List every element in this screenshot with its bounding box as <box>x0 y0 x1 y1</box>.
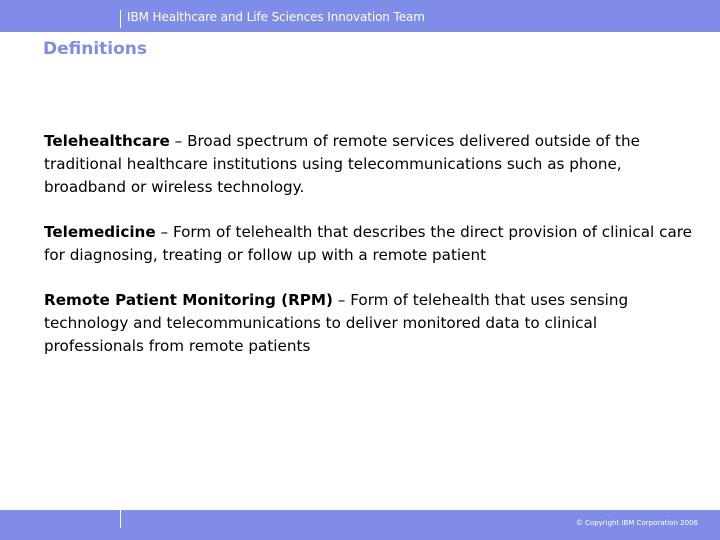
footer-bar <box>0 510 720 540</box>
definition-term: Telehealthcare <box>44 132 170 150</box>
definition-separator: – <box>169 132 188 150</box>
definition-separator: – <box>155 223 173 241</box>
team-name: IBM Healthcare and Life Sciences Innovation Team <box>127 10 425 24</box>
copyright-notice: © Copyright IBM Corporation 2006 <box>575 519 698 527</box>
definition-separator: – <box>332 291 351 309</box>
footer-divider <box>120 510 121 528</box>
definition-term: Remote Patient Monitoring (RPM) <box>44 291 333 309</box>
definition-text: Form of telehealth that uses sensing technology and telecommunications to deliver monitored data to clinical professionals from remote patients <box>44 291 629 355</box>
definition-item <box>44 289 694 358</box>
definition-item <box>44 130 694 199</box>
definition-text: Broad spectrum of remote services delivered outside of the traditional healthcare institutions using telecommunications such as phone, broadband or wireless technology. <box>44 132 640 196</box>
definition-item <box>44 221 694 267</box>
header-divider <box>120 10 121 28</box>
header-bar <box>0 0 720 32</box>
definition-term: Telemedicine <box>44 223 156 241</box>
definitions-list <box>44 130 694 380</box>
definition-text: Form of telehealth that describes the direct provision of clinical care for diagnosing, treating or follow up with a remote patient <box>44 223 693 264</box>
page-title: Definitions <box>43 39 148 59</box>
